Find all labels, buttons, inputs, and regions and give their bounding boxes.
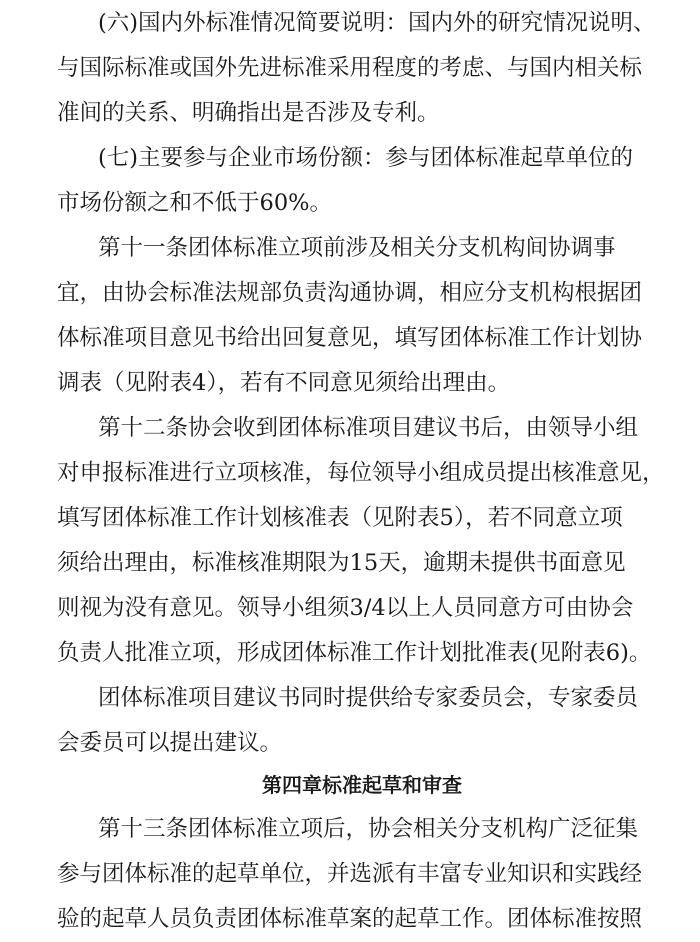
text-line: 体标准项目意见书给出回复意见，填写团体标准工作计划协 [57, 325, 643, 351]
text-line: (七)主要参与企业市场份额：参与团体标准起草单位的 [98, 145, 634, 171]
text-line: 第十一条团体标准立项前涉及相关分支机构间协调事 [98, 235, 616, 261]
text-line: 对申报标准进行立项核准，每位领导小组成员提出核准意见， [57, 460, 665, 486]
text-line: (六)国内外标准情况简要说明：国内外的研究情况说明、 [98, 10, 656, 36]
text-line: 第十二条协会收到团体标准项目建议书后，由领导小组 [98, 415, 639, 441]
text-line: 与国际标准或国外先进标准采用程度的考虑、与国内相关标 [57, 55, 643, 81]
text-line: 准间的关系、明确指出是否涉及专利。 [57, 100, 440, 126]
text-line: 团体标准项目建议书同时提供给专家委员会，专家委员 [98, 685, 639, 711]
text-line: 负责人批准立项，形成团体标准工作计划批准表(见附表6)。 [57, 640, 652, 666]
text-line: 会委员可以提出建议。 [57, 730, 283, 756]
text-line: 验的起草人员负责团体标准草案的起草工作。团体标准按照 [57, 906, 643, 932]
text-line: 填写团体标准工作计划核准表（见附表5），若不同意立项 [57, 505, 623, 531]
text-line: 第十三条团体标准立项后，协会相关分支机构广泛征集 [98, 816, 639, 842]
text-line: 市场份额之和不低于60%。 [57, 190, 333, 216]
text-line: 则视为没有意见。领导小组须3/4以上人员同意方可由协会 [57, 595, 634, 621]
chapter-heading: 第四章标准起草和审查 [262, 773, 462, 797]
text-line: 须给出理由，标准核准期限为15天，逾期未提供书面意见 [57, 550, 626, 576]
text-line: 参与团体标准的起草单位，并选派有丰富专业知识和实践经 [57, 861, 643, 887]
text-line: 宜，由协会标准法规部负责沟通协调，相应分支机构根据团 [57, 280, 643, 306]
text-line: 调表（见附表4），若有不同意见须给出理由。 [57, 370, 511, 396]
